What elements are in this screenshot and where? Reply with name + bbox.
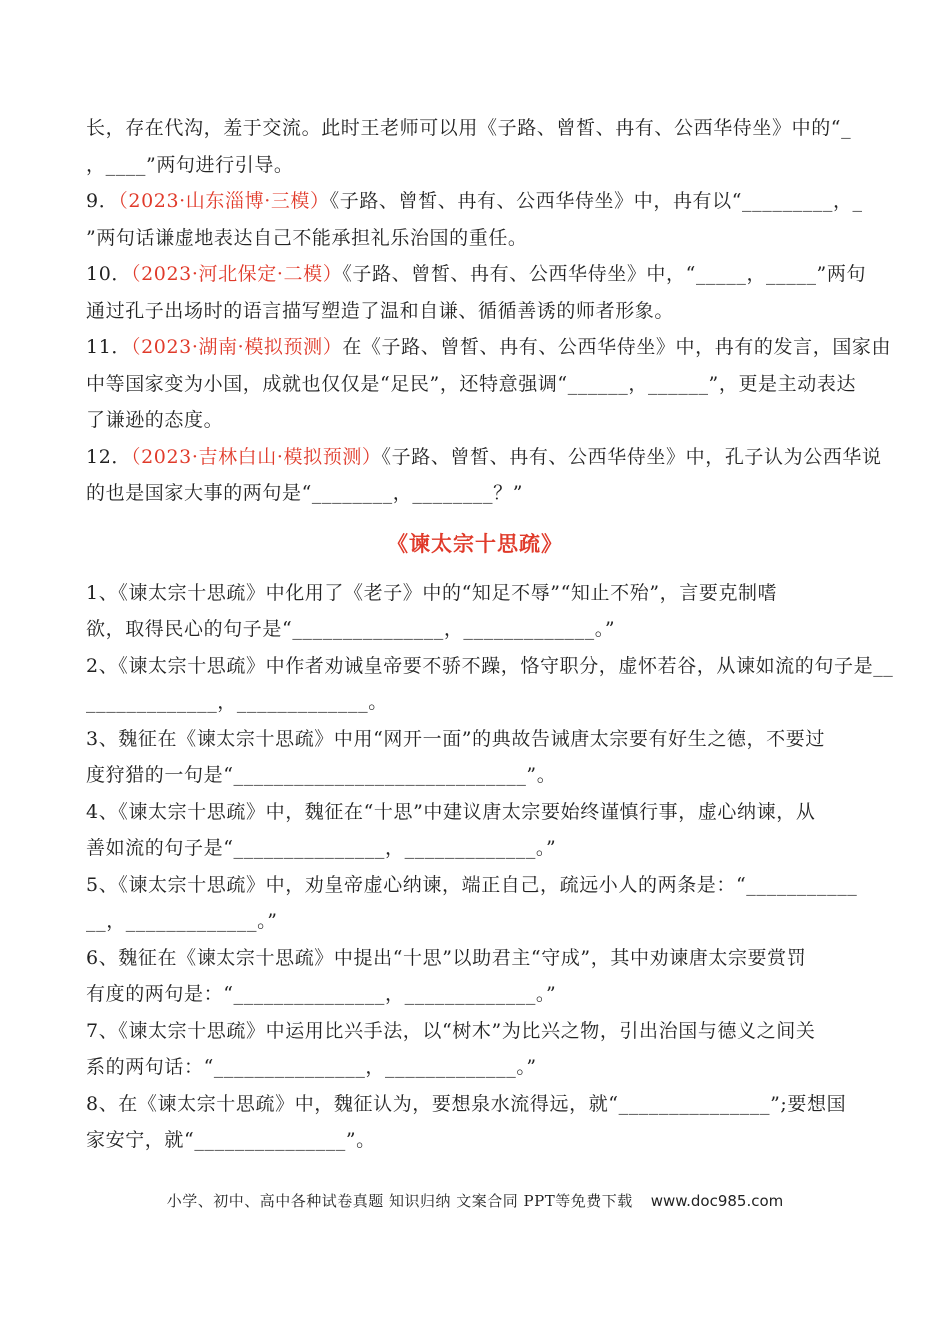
question-line: 8、在《谏太宗十思疏》中，魏征认为，要想泉水流得远，就“_______________”;要想国 xyxy=(86,1092,847,1115)
text-line: ”两句话谦虚地表达自己不能承担礼乐治国的重任。 xyxy=(86,226,528,249)
question-line: 善如流的句子是“_______________，_____________。” xyxy=(86,837,557,859)
section-title: 《谏太宗十思疏》 xyxy=(387,530,563,556)
footer-text: 小学、初中、高中各种试卷真题 知识归纳 文案合同 PPT等免费下载 xyxy=(166,1192,633,1210)
question-line: __，_____________。” xyxy=(86,910,278,932)
question-line: _____________，_____________。 xyxy=(86,691,388,713)
question-line: 3、魏征在《谏太宗十思疏》中用“网开一面”的典故告诫唐太宗要有好生之德，不要过 xyxy=(86,727,825,750)
question-10: 10．（2023·河北保定·二模）《子路、曾皙、冉有、公西华侍坐》中，“_____，_____”两句 xyxy=(86,263,867,285)
page-footer xyxy=(0,1190,950,1211)
question-line: 2、《谏太宗十思疏》中作者劝诫皇帝要不骄不躁，恪守职分，虚怀若谷，从谏如流的句子是__ xyxy=(86,654,894,677)
question-line: 系的两句话：“_______________，_____________。” xyxy=(86,1056,537,1078)
question-source: （2023·山东淄博·三模） xyxy=(118,190,330,212)
question-source: （2023·河北保定·二模） xyxy=(130,263,343,285)
question-line: 家安宁，就“_______________”。 xyxy=(86,1129,376,1151)
text-line: 长，存在代沟，羞于交流。此时王老师可以用《子路、曾皙、冉有、公西华侍坐》中的“_ xyxy=(86,117,852,139)
question-line: 度狩猎的一句是“_____________________________”。 xyxy=(86,764,557,786)
question-line: 欲，取得民心的句子是“_______________，_____________。” xyxy=(86,618,616,640)
question-line: 有度的两句是：“_______________，_____________。” xyxy=(86,983,557,1005)
question-source: （2023·吉林白山·模拟预测） xyxy=(130,445,382,468)
question-9: 9．（2023·山东淄博·三模）《子路、曾皙、冉有、公西华侍坐》中，冉有以“_________，_ xyxy=(86,190,863,212)
question-line: 5、《谏太宗十思疏》中，劝皇帝虚心纳谏，端正自己，疏远小人的两条是：“___________ xyxy=(86,873,858,896)
text-line: 的也是国家大事的两句是“________，________？” xyxy=(86,482,524,504)
question-11: 11．（2023·湖南·模拟预测）在《子路、曾皙、冉有、公西华侍坐》中，冉有的发言，国家由 xyxy=(86,336,892,358)
question-line: 7、《谏太宗十思疏》中运用比兴手法，以“树木”为比兴之物，引出治国与德义之间关 xyxy=(86,1019,816,1042)
question-12: 12．（2023·吉林白山·模拟预测）《子路、曾皙、冉有、公西华侍坐》中，孔子认为公西华说 xyxy=(86,445,882,468)
footer-url[interactable]: www.doc985.com xyxy=(650,1192,784,1210)
question-source: （2023·湖南·模拟预测） xyxy=(130,336,343,358)
question-line: 6、魏征在《谏太宗十思疏》中提出“十思”以助君主“守成”，其中劝谏唐太宗要赏罚 xyxy=(86,946,807,969)
text-line: 通过孔子出场时的语言描写塑造了温和自谦、循循善诱的师者形象。 xyxy=(86,299,675,322)
question-line: 1、《谏太宗十思疏》中化用了《老子》中的“知足不辱”“知止不殆”，言要克制嗜 xyxy=(86,581,778,604)
text-line: 中等国家变为小国，成就也仅仅是“足民”，还特意强调“______，______”，更是主动表达 xyxy=(86,372,857,395)
section-questions xyxy=(86,575,894,1159)
text-line: ，____”两句进行引导。 xyxy=(86,153,294,176)
text-line: 了谦逊的态度。 xyxy=(86,409,224,431)
question-line: 4、《谏太宗十思疏》中，魏征在“十思”中建议唐太宗要始终谨慎行事，虚心纳谏，从 xyxy=(86,800,816,823)
previous-section xyxy=(86,110,892,512)
document-content xyxy=(86,110,894,1159)
